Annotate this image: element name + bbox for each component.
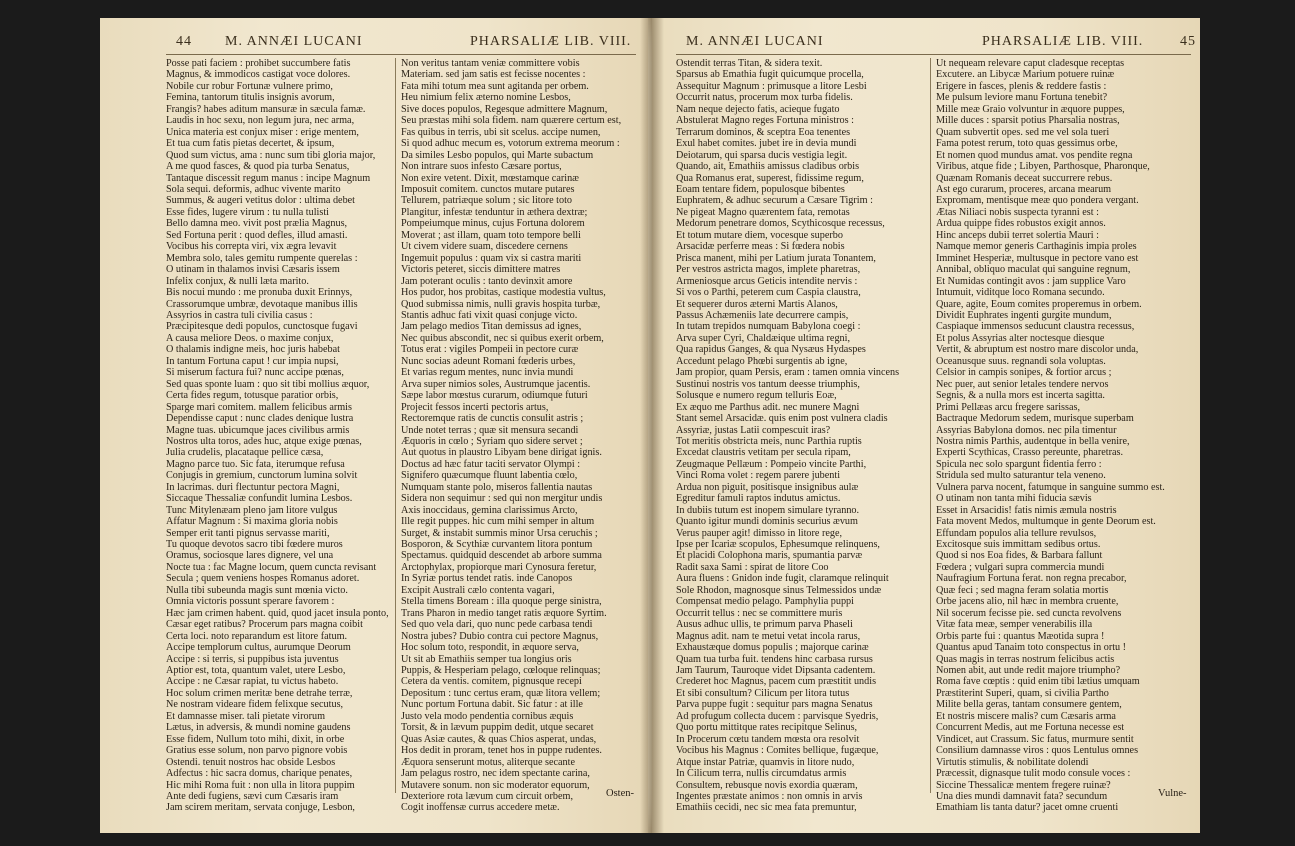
verse-line: Si vos o Parthi, peterem cum Caspia claustra,	[676, 287, 861, 299]
verse-line: Conjugis in gremium, cunctorum lumina solvit	[166, 470, 358, 482]
right-page-number: 45	[1180, 34, 1196, 49]
verse-line: Emathiam lis tanta datur? jacet omne cruenti	[936, 802, 1119, 814]
verse-line: Da similes Lesbo populos, qui Marte subactum	[401, 149, 594, 161]
verse-line: Quo portu mittitque rates recipitque Selinus,	[676, 722, 858, 734]
verse-line: Assyrias Babylona domos. nec pila timentur	[936, 424, 1117, 436]
verse-line: Sæpe labor mœstus curarum, odiumque futuri	[401, 390, 588, 402]
verse-line: Nostra nimis Parthis, audentque in bella venire,	[936, 435, 1130, 447]
verse-line: Arsacidæ perferre meas : Si fœdera nobis	[676, 241, 845, 253]
verse-line: Fata movent Medos, multumque in gente Deorum est.	[936, 516, 1156, 528]
verse-line: Excitosque suis immittam sedibus ortus.	[936, 539, 1101, 551]
verse-line: Bis nocui mundo : me pronuba duxit Erinnys,	[166, 287, 353, 299]
verse-line: Hinc anceps dubii terret solertia Mauri :	[936, 229, 1099, 241]
verse-line: Sive doces populos, Regesque admittere Magnum,	[401, 103, 608, 115]
verse-line: Siccaque Thessaliæ confundit lumina Lesbos.	[166, 493, 353, 505]
verse-line: Tu quoque devotos sacro tibi fœdere muros	[166, 539, 343, 551]
verse-line: Namque memor generis Carthaginis impia proles	[936, 241, 1137, 253]
verse-line: Eoam tentare fidem, populosque bibentes	[676, 183, 845, 195]
verse-line: Hoc solum toto, respondit, in æquore serva,	[401, 642, 579, 654]
verse-line: Posse pati faciem : prohibet succumbere fatis	[166, 58, 351, 69]
left-page	[100, 18, 648, 833]
verse-line: Et varias regum mentes, nunc invia mundi	[401, 367, 574, 379]
verse-line: Tellurem, patriæque solum ; sic litore toto	[401, 195, 573, 207]
verse-line: Per vestros astricta magos, implete pharetras,	[676, 264, 861, 276]
verse-line: Rectoremque ratis de cunctis consulit astris ;	[401, 413, 584, 425]
verse-line: Infelix conjux, & nulli læta marito.	[166, 275, 309, 287]
verse-line: Signifero quæcumque fluunt labentia cœlo,	[401, 470, 578, 482]
verse-line: Accipe : si terris, si puppibus ista juventus	[166, 653, 339, 665]
verse-line: Quod si nos Eoa fides, & Barbara fallunt	[936, 550, 1103, 562]
verse-line: Nunc socias adeunt Romani fœderis urbes,	[401, 355, 576, 367]
verse-line: Nocte tua : fac Magne locum, quem cuncta revisant	[166, 561, 377, 573]
verse-line: Nostros ulta toros, ades huc, atque exige pœnas,	[166, 435, 362, 447]
verse-line: Terrarum dominos, & sceptra Eoa tenentes	[676, 126, 851, 138]
left-head-rule	[166, 54, 636, 55]
verse-line: Occurrit tellus : nec se committere muris	[676, 607, 843, 619]
verse-line: Effundam populos alia tellure revulsos,	[936, 527, 1097, 539]
verse-line: Sed Fortuna perit : quod defles, illud amasti.	[166, 229, 348, 241]
verse-line: Trans Pharon in medio tanget ratis æquore Syrtim.	[401, 607, 607, 619]
verse-line: Nobile cur robur Fortunæ vulnere primo,	[166, 80, 333, 92]
verse-line: Qua Romanus erat, superest, fidissime regum,	[676, 172, 864, 184]
verse-line: Quæ feci ; sed magna feram solatia mortis	[936, 584, 1109, 596]
verse-line: Præstiterint Superi, quam, si civilia Partho	[936, 687, 1109, 699]
verse-line: Summus, & augeri vetitus dolor : ultima debet	[166, 195, 356, 207]
verse-line: Præcessit, dignasque tulit modo consule voces :	[936, 768, 1131, 780]
verse-line: Materiam. sed jam satis est fecisse nocentes :	[401, 69, 586, 81]
verse-line: Experti Scythicas, Crasso pereunte, pharetras.	[936, 447, 1123, 459]
verse-line: Exul habet comites. jubet ire in devia mundi	[676, 138, 857, 150]
verse-line: Hos pudor, hos probitas, castique modestia vultus,	[401, 287, 606, 299]
left-running-head-author: M. ANNÆI LUCANI	[225, 34, 363, 49]
verse-line: Esse fides, lugere virum : tu nulla tulisti	[166, 206, 329, 218]
verse-line: Ille regit puppes. hic cum mihi semper in altum	[401, 516, 595, 528]
verse-line: Ante dedi fugiens, sævi cum Cæsaris iram	[166, 791, 339, 802]
verse-line: Compensat medio pelago. Pamphylia puppi	[676, 596, 854, 608]
verse-line: Hos dedit in proram, tenet hos in puppe rudentes.	[401, 745, 602, 757]
verse-line: Erigere in fasces, plenis & reddere fastis :	[936, 80, 1107, 92]
verse-line: Quando, ait, Emathiis amissus cladibus orbis	[676, 161, 860, 173]
verse-line: Me pulsum leviore manu Fortuna tenebit?	[936, 92, 1108, 104]
right-catchword: Vulne-	[1158, 788, 1187, 799]
verse-line: Nam neque dejecto fatis, acieque fugato	[676, 103, 840, 115]
verse-line: Victoris peteret, siccis dimittere matres	[401, 264, 561, 276]
verse-line: Nomen abit, aut unde redit majore triumpho?	[936, 665, 1121, 677]
verse-line: In Procerum cœtu tandem mœsta ora resolvit	[676, 733, 860, 745]
verse-line: Euphratem, & adhuc securum a Cæsare Tigrim :	[676, 195, 873, 207]
verse-line: Verus pauper agit! dimisso in litore rege,	[676, 527, 843, 539]
right-column-b	[936, 58, 1191, 818]
verse-line: Vulnera parva nocent, fatumque in sanguine summo est.	[936, 481, 1165, 493]
verse-line: Arva super Cyri, Chaldæique ultima regni,	[676, 332, 851, 344]
verse-line: O thalamis indigne meis, hoc juris habebat	[166, 344, 340, 356]
verse-line: Crassorumque umbræ, devotaque manibus illis	[166, 298, 358, 310]
verse-line: Abstulerat Magno reges Fortuna ministros :	[676, 115, 854, 127]
verse-line: Assyrios in castra tuli civilia casus :	[166, 309, 313, 321]
verse-line: Ardua non piguit, positisque insignibus aulæ	[676, 481, 859, 493]
verse-line: Axis inoccidaus, gemina clarissimus Arcto,	[401, 504, 578, 516]
verse-line: Imposuit comitem. cunctos mutare putares	[401, 183, 575, 195]
verse-line: In dubiis tutum est inopem simulare tyranno.	[676, 504, 860, 516]
verse-line: Spicula nec solo spargunt fidentia ferro :	[936, 458, 1102, 470]
verse-line: Quanto igitur mundi dominis securius ævum	[676, 516, 858, 528]
verse-line: Projecit fessos incerti pectoris artus,	[401, 401, 549, 413]
verse-line: Intumuit, viditque loco Romana secundo.	[936, 287, 1105, 299]
verse-line: Hoc solum crimen meritæ bene detrahe terræ,	[166, 687, 353, 699]
verse-line: Roma fave cœptis : quid enim tibi lætius umquam	[936, 676, 1140, 688]
verse-line: Jam Taurum, Tauroque videt Dipsanta cadentem.	[676, 665, 876, 677]
verse-line: Et placidi Colophona maris, spumantia parvæ	[676, 550, 863, 562]
verse-line: Et tua cum fatis pietas decertet, & ipsum,	[166, 138, 335, 150]
verse-line: Tantaque discessit regum manus : incipe Magnum	[166, 172, 371, 184]
right-column-divider	[930, 58, 931, 793]
verse-line: Magnus adit. nam te metui vetat incola rarus,	[676, 630, 861, 642]
verse-line: Vocibus his Magnus : Comites bellique, fugæque,	[676, 745, 879, 757]
verse-line: Tot meritis obstricta meis, nunc Parthia ruptis	[676, 435, 862, 447]
right-head-rule	[676, 54, 1191, 55]
verse-line: Semper erit tanti pignus servasse mariti,	[166, 527, 330, 539]
verse-line: Julia crudelis, placataque pellice cæsa,	[166, 447, 324, 459]
verse-line: Ingentes præstate animos : non omnis in arvis	[676, 791, 863, 802]
verse-line: Stridula sed multo saturantur tela veneno.	[936, 470, 1106, 482]
verse-line: Non intrare suos infesto Cæsare portus,	[401, 161, 562, 173]
verse-line: Celsior in campis sonipes, & fortior arcus ;	[936, 367, 1112, 379]
verse-line: O utinam non tanta mihi fiducia sævis	[936, 493, 1092, 505]
verse-line: Excipit Australi cælo contenta vagari,	[401, 584, 555, 596]
verse-line: A causa meliore Deos. o maxime conjux,	[166, 332, 334, 344]
verse-line: Ut civem videre suam, discedere cernens	[401, 241, 568, 253]
verse-line: Pompeiumque minus, cujus Fortuna dolorem	[401, 218, 585, 230]
verse-line: Adfectus : hic sacra domus, charique penates,	[166, 768, 353, 780]
verse-line: Virtutis stimulis, & nobilitate dolendi	[936, 756, 1089, 768]
left-running-head-book: PHARSALIÆ LIB. VIII.	[470, 34, 632, 49]
verse-line: Quod sum victus, ama : nunc sum tibi gloria major,	[166, 149, 376, 161]
verse-line: Cogit inoffensæ currus accedere metæ.	[401, 802, 560, 814]
verse-line: Torsit, & in lævum puppim dedit, utque secaret	[401, 722, 594, 734]
verse-line: Accipe : ne Cæsar rapiat, tu victus habeto.	[166, 676, 339, 688]
verse-line: Nec quibus abscondit, nec si quibus exerit orbem,	[401, 332, 604, 344]
verse-line: Quas magis in terras nostrum felicibus actis	[936, 653, 1115, 665]
verse-line: Radit saxa Sami : spirat de litore Coo	[676, 561, 829, 573]
verse-line: Fœdera ; vulgari supra commercia mundi	[936, 561, 1105, 573]
verse-line: Fama potest rerum, toto quas gessimus orbe,	[936, 138, 1118, 150]
verse-line: Exhaustæque domus populis ; majorque carinæ	[676, 642, 869, 654]
verse-line: Certa fides regum, totusque paratior orbis,	[166, 390, 339, 402]
verse-line: Non veritus tantam veniæ committere vobis	[401, 58, 580, 69]
verse-line: Bactraque Medorum sedem, murisque superbam	[936, 413, 1134, 425]
verse-line: Sola sequi. deformis, adhuc vivente marito	[166, 183, 341, 195]
verse-line: Parva puppe fugit : sequitur pars magna Senatus	[676, 699, 873, 711]
verse-line: Vitæ fata meæ, semper venerabilis illa	[936, 619, 1093, 631]
verse-line: Membra solo, tales gemitu rumpente querelas :	[166, 252, 358, 264]
verse-line: Doctus ad hæc fatur taciti servator Olympi :	[401, 458, 581, 470]
verse-line: Jam propior, quam Persis, eram : tamen omnia vincens	[676, 367, 900, 379]
verse-line: Prisca manent, mihi per Latium jurata Tonantem,	[676, 252, 876, 264]
verse-line: In lacrimas. duri flectuntur pectora Magni,	[166, 481, 340, 493]
verse-line: Si miserum factura fui? nunc accipe pœnas,	[166, 367, 344, 379]
verse-line: Oceanusque suus. regnandi sola voluptas.	[936, 355, 1106, 367]
verse-line: Consilium damnasse viros : quos Lentulus omnes	[936, 745, 1139, 757]
verse-line: Unde notet terras ; quæ sit mensura secandi	[401, 424, 579, 436]
verse-line: Una dies mundi damnavit fata? secundum	[936, 791, 1108, 802]
verse-line: Ast ego curarum, proceres, arcana mearum	[936, 183, 1112, 195]
verse-line: Consultem, rebusque novis exordia quæram,	[676, 779, 858, 791]
verse-line: Et sequerer duros æterni Martis Alanos,	[676, 298, 838, 310]
verse-line: Ausus adhuc ullis, te primum parva Phaseli	[676, 619, 853, 631]
verse-line: Mutavere sonum. non sic moderator equorum,	[401, 779, 590, 791]
verse-line: Egreditur famuli raptos indutus amictus.	[676, 493, 841, 505]
left-catchword: Osten-	[606, 788, 634, 799]
verse-line: Ostendi. tenuit nostros hac obside Lesbos	[166, 756, 336, 768]
verse-line: Viribus, atque fide ; Libyen, Parthosque, Pharonque,	[936, 161, 1150, 173]
verse-line: Ingemuit populus : quam vix si castra mariti	[401, 252, 582, 264]
verse-line: Heu nimium felix æterno nomine Lesbos,	[401, 92, 571, 104]
verse-line: Arctophylax, propiorque mari Cynosura feretur,	[401, 561, 597, 573]
verse-line: Jam scirem meritam, servata conjuge, Lesbon,	[166, 802, 355, 814]
verse-line: Vocibus his correpta viri, vix ægra levavit	[166, 241, 337, 253]
verse-line: Omnia victoris possunt sperare favorem :	[166, 596, 335, 608]
verse-line: Gratius esse solum, non parvo pignore vobis	[166, 745, 348, 757]
verse-line: Bosporon, & Scythiæ curvantem litora pontum	[401, 539, 593, 551]
verse-line: Ostendit terras Titan, & sidera texit.	[676, 58, 823, 69]
verse-line: Ætas Niliaci nobis suspecta tyranni est :	[936, 206, 1099, 218]
verse-line: Sole Rhodon, magnosque sinus Telmessidos undæ	[676, 584, 882, 596]
verse-line: Aura fluens : Gnidon inde fugit, claramque relinquit	[676, 573, 889, 585]
verse-line: Armeniosque arcus Geticis intendite nervis :	[676, 275, 858, 287]
verse-line: Nulla tibi subeunda magis sunt mœnia victo.	[166, 584, 348, 596]
verse-line: In Syriæ portus tendet ratis. inde Canopos	[401, 573, 573, 585]
verse-line: Fata mihi totum mea sunt agitanda per orbem.	[401, 80, 589, 92]
verse-line: Hæc jam crimen habent. quid, quod jacet insula ponto,	[166, 607, 389, 619]
right-column-a	[676, 58, 926, 818]
verse-line: Ut nequeam relevare caput cladesque receptas	[936, 58, 1125, 69]
verse-line: Spectamus. quidquid descendet ab arbore summa	[401, 550, 602, 562]
verse-line: Emathiis cecidi, nec sic mea fata premuntur,	[676, 802, 857, 814]
verse-line: Et totum mutare diem, vocesque superbo	[676, 229, 843, 241]
verse-line: Nil socerum fecisse pie. sed cuncta revolvens	[936, 607, 1122, 619]
verse-line: In tantum Fortuna caput ! cur impia nupsi,	[166, 355, 339, 367]
right-page	[652, 18, 1200, 833]
verse-line: Puppis, & Hesperiam pelago, cœloque relinquas;	[401, 665, 601, 677]
verse-line: Ne nostram videare fidem felixque secutus,	[166, 699, 344, 711]
verse-line: Affatur Magnum : Si maxima gloria nobis	[166, 516, 338, 528]
verse-line: Unica materia est conjux miser : erige mentem,	[166, 126, 359, 138]
verse-line: Depositum : tunc certus eram, quæ litora vellem;	[401, 687, 601, 699]
verse-line: Concurrent Medis, aut me Fortuna necesse est	[936, 722, 1125, 734]
verse-line: Milite bella geras, tantam consumere gentem,	[936, 699, 1122, 711]
verse-line: Quænam Romanis deceat succurrere rebus.	[936, 172, 1113, 184]
verse-line: Præcipitesque dedi populos, cunctosque fugavi	[166, 321, 358, 333]
verse-line: Deiotarum, qui sparsa ducis vestigia legit.	[676, 149, 848, 161]
verse-line: Sparsus ab Emathia fugit quicumque procella,	[676, 69, 864, 81]
verse-line: Passus Achæmeniis late decurrere campis,	[676, 309, 849, 321]
verse-line: Plangitur, infestæ tenduntur in æthera dextræ;	[401, 206, 588, 218]
verse-line: Assequitur Magnum : primusque a litore Lesbi	[676, 80, 867, 92]
verse-line: Certa loci. noto reparandum est litore fatum.	[166, 630, 348, 642]
right-running-head-book: PHARSALIÆ LIB. VIII.	[982, 34, 1144, 49]
verse-line: Numquam stante polo, miseros fallentia nautas	[401, 481, 593, 493]
verse-line: Qua rapidus Ganges, & qua Nysæus Hydaspes	[676, 344, 866, 356]
verse-line: Et sibi consultum? Cilicum per litora tutus	[676, 687, 850, 699]
verse-line: Cetera da ventis. comitem, pignusque recepi	[401, 676, 582, 688]
verse-line: Ardua quippe fides robustos exigit annos.	[936, 218, 1106, 230]
verse-line: Excutere. an Libycæ Marium potuere ruinæ	[936, 69, 1115, 81]
verse-line: Magnus, & immodicos castigat voce dolores.	[166, 69, 351, 81]
verse-line: Dependisse caput : nunc clades denique lustra	[166, 413, 354, 425]
verse-line: Tunc Mitylenæam pleno jam litore vulgus	[166, 504, 338, 516]
verse-line: Esset in Arsacidis! fatis nimis æmula nostris	[936, 504, 1117, 516]
verse-line: Si quod adhuc mecum es, votorum extrema meorum :	[401, 138, 620, 150]
verse-line: Sparge mari comitem. mallem felicibus armis	[166, 401, 352, 413]
verse-line: Zeugmaque Pellæum : Pompeio vincite Parthi,	[676, 458, 867, 470]
verse-line: Arva super nimios soles, Austrumque jacentis.	[401, 378, 591, 390]
verse-line: Occurrit natus, procerum mox turba fidelis.	[676, 92, 853, 104]
verse-line: Siccine Thessalicæ mentem fregere ruinæ?	[936, 779, 1111, 791]
verse-line: Jam poterant oculis : tanto devinxit amore	[401, 275, 573, 287]
verse-line: O utinam in thalamos invisi Cæsaris issem	[166, 264, 340, 276]
verse-line: Dexteriore rota lævum cum circuit orbem,	[401, 791, 573, 802]
verse-line: Atque instar Patriæ, quamvis in litore nudo,	[676, 756, 855, 768]
verse-line: Lætus, in adversis, & mundi nomine gaudens	[166, 722, 351, 734]
verse-line: A me quod fasces, & quod pia turba Senatus,	[166, 161, 350, 173]
verse-line: Imminet Hesperiæ, multusque in pectore vano est	[936, 252, 1139, 264]
verse-line: Orbe jacens alio, nil hæc in membra cruente,	[936, 596, 1119, 608]
verse-line: Stantis adhuc fati vixit quasi conjuge victo.	[401, 309, 578, 321]
verse-line: Sed quo vela dari, quo nunc pede carbasa tendi	[401, 619, 593, 631]
verse-line: Jam pelago medios Titan demissus ad ignes,	[401, 321, 582, 333]
verse-line: Excedat claustris vetitam per secula ripam,	[676, 447, 851, 459]
verse-line: Ex æquo me Parthus adit. nec munere Magni	[676, 401, 860, 413]
verse-line: Magno parce tuo. Sic fata, iterumque refusa	[166, 458, 345, 470]
verse-line: Cæsar eget ratibus? Procerum pars magna coibit	[166, 619, 363, 631]
verse-line: Totus erat : vigiles Pompeii in pectore curæ	[401, 344, 579, 356]
verse-line: Surget, & instabit summis minor Ursa ceruchis ;	[401, 527, 598, 539]
verse-line: Ipse per Icariæ scopulos, Ephesumque relinquens,	[676, 539, 880, 551]
verse-line: Dividit Euphrates ingenti gurgite mundum,	[936, 309, 1112, 321]
verse-line: Oramus, sociosque lares dignere, vel una	[166, 550, 334, 562]
verse-line: Accedunt pelago Phœbi surgentis ab igne,	[676, 355, 848, 367]
verse-line: Sed quas sponte luam : quo sit tibi mollius æquor,	[166, 378, 370, 390]
verse-line: Moverat ; ast illam, quam toto tempore belli	[401, 229, 581, 241]
verse-line: Quas Asiæ cautes, & quas Chios asperat, undas,	[401, 733, 597, 745]
verse-line: Magne tuas. ubicumque jaces civilibus armis	[166, 424, 350, 436]
verse-line: Et damnasse miser. tali pietate virorum	[166, 710, 325, 722]
verse-line: Stella timens Boream : illa quoque perge sinistra,	[401, 596, 602, 608]
verse-line: Femina, tantorum titulis insignis avorum,	[166, 92, 335, 104]
verse-line: Quam subvertit opes. sed me vel sola tueri	[936, 126, 1110, 138]
verse-line: Non exire vetent. Dixit, mœstamque carinæ	[401, 172, 579, 184]
verse-line: Ad profugum collecta ducem : parvisque Syedris,	[676, 710, 879, 722]
verse-line: In Cilicum terra, nullis circumdatus armis	[676, 768, 847, 780]
verse-line: Naufragium Fortuna ferat. non regna precabor,	[936, 573, 1127, 585]
left-column-a	[166, 58, 391, 818]
verse-line: Secula ; quem veniens hospes Romanus adoret.	[166, 573, 360, 585]
open-book	[100, 18, 1200, 833]
verse-line: Et Numidas contingit avos : jam supplice Varo	[936, 275, 1126, 287]
verse-line: Seu præstas mihi sola fidem. nam quærere certum est,	[401, 115, 622, 127]
verse-line: Medorum penetrare domos, Scythicosque recessus,	[676, 218, 885, 230]
verse-line: Nec puer, aut senior letales tendere nervos	[936, 378, 1109, 390]
verse-line: Quam tua turba fuit. tendens hinc carbasa rursus	[676, 653, 873, 665]
verse-line: Ne pigeat Magno quærentem fata, remotas	[676, 206, 850, 218]
verse-line: Jam pelagus rostro, nec idem spectante carina,	[401, 768, 590, 780]
verse-line: Justo vela modo pendentia cornibus æquis	[401, 710, 574, 722]
left-column-divider	[395, 58, 396, 793]
verse-line: Aut quotus in plaustro Libyam bene dirigat ignis.	[401, 447, 602, 459]
verse-line: Fas quibus in terris, ubi sit scelus. accipe numen,	[401, 126, 601, 138]
verse-line: Annibal, obliquo maculat qui sanguine regnum,	[936, 264, 1131, 276]
verse-line: Primi Pellæas arcu fregere sarissas,	[936, 401, 1080, 413]
verse-line: Vinci Roma volet : regem parere jubenti	[676, 470, 841, 482]
verse-line: Stant semel Arsacidæ. quis enim post vulnera cladis	[676, 413, 888, 425]
verse-line: Bello damna meo. vivit post prælia Magnus,	[166, 218, 348, 230]
verse-line: Nostra jubes? Dubio contra cui pectore Magnus,	[401, 630, 599, 642]
verse-line: Vindicet, aut Crassum. Sic fatus, murmure sentit	[936, 733, 1134, 745]
verse-line: Solusque e numero regum telluris Eoæ,	[676, 390, 837, 402]
verse-line: Et nostris miscere malis? cum Cæsaris arma	[936, 710, 1116, 722]
verse-line: Hic mihi Roma fuit : non ulla in litora puppim	[166, 779, 355, 791]
right-running-head-author: M. ANNÆI LUCANI	[686, 34, 824, 49]
verse-line: Vertit, & abruptum est nostro mare discolor unda,	[936, 344, 1139, 356]
verse-line: Mille duces : sparsit potius Pharsalia nostras,	[936, 115, 1120, 127]
verse-line: Assyriæ, justas Latii compescuit iras?	[676, 424, 831, 436]
verse-line: Laudis in hoc sexu, non legum jura, nec arma,	[166, 115, 355, 127]
verse-line: Quare, agite, Eoum comites properemus in orbem.	[936, 298, 1142, 310]
verse-line: Nunc portum Fortuna dabit. Sic fatur : at ille	[401, 699, 583, 711]
verse-line: Orbis parte fui : quantus Mæotida supra !	[936, 630, 1105, 642]
verse-line: In tutam trepidos numquam Babylona coegi :	[676, 321, 861, 333]
verse-line: Segnis, & a nulla mors est incerta sagitta.	[936, 390, 1105, 402]
verse-line: Quod submissa nimis, nulli gravis hospita turbæ,	[401, 298, 601, 310]
verse-line: Æquora senserunt motus, aliterque secante	[401, 756, 575, 768]
verse-line: Et nomen quod mundus amat. vos pendite regna	[936, 149, 1133, 161]
verse-line: Aptior est, tota, quantum valet, utere Lesbo,	[166, 665, 346, 677]
book-gutter	[640, 18, 664, 833]
verse-line: Quantus apud Tanaim toto conspectus in ortu !	[936, 642, 1127, 654]
verse-line: Frangis? habes aditum mansuræ in sæcula famæ.	[166, 103, 366, 115]
verse-line: Et polus Assyrias alter noctesque diesque	[936, 332, 1105, 344]
verse-line: Caspiaque immensos seducunt claustra recessus,	[936, 321, 1135, 333]
verse-line: Mille meæ Graio volvuntur in æquore puppes,	[936, 103, 1125, 115]
verse-line: Ut sit ab Emathiis semper tua longius oris	[401, 653, 572, 665]
left-column-b	[401, 58, 639, 818]
verse-line: Æquoris in cœlo ; Syriam quo sidere servet ;	[401, 435, 583, 447]
left-page-number: 44	[176, 34, 192, 49]
verse-line: Sustinui nostris vos tantum deesse triumphis,	[676, 378, 860, 390]
verse-line: Esse fidem, Nullum toto mihi, dixit, in orbe	[166, 733, 345, 745]
verse-line: Accipe templorum cultus, aurumque Deorum	[166, 642, 351, 654]
verse-line: Expromam, mentisque meæ quo pondera vergant.	[936, 195, 1139, 207]
verse-line: Sidera non sequimur : sed qui non mergitur undis	[401, 493, 603, 505]
verse-line: Crederet hoc Magnus, pacem cum præstitit undis	[676, 676, 877, 688]
